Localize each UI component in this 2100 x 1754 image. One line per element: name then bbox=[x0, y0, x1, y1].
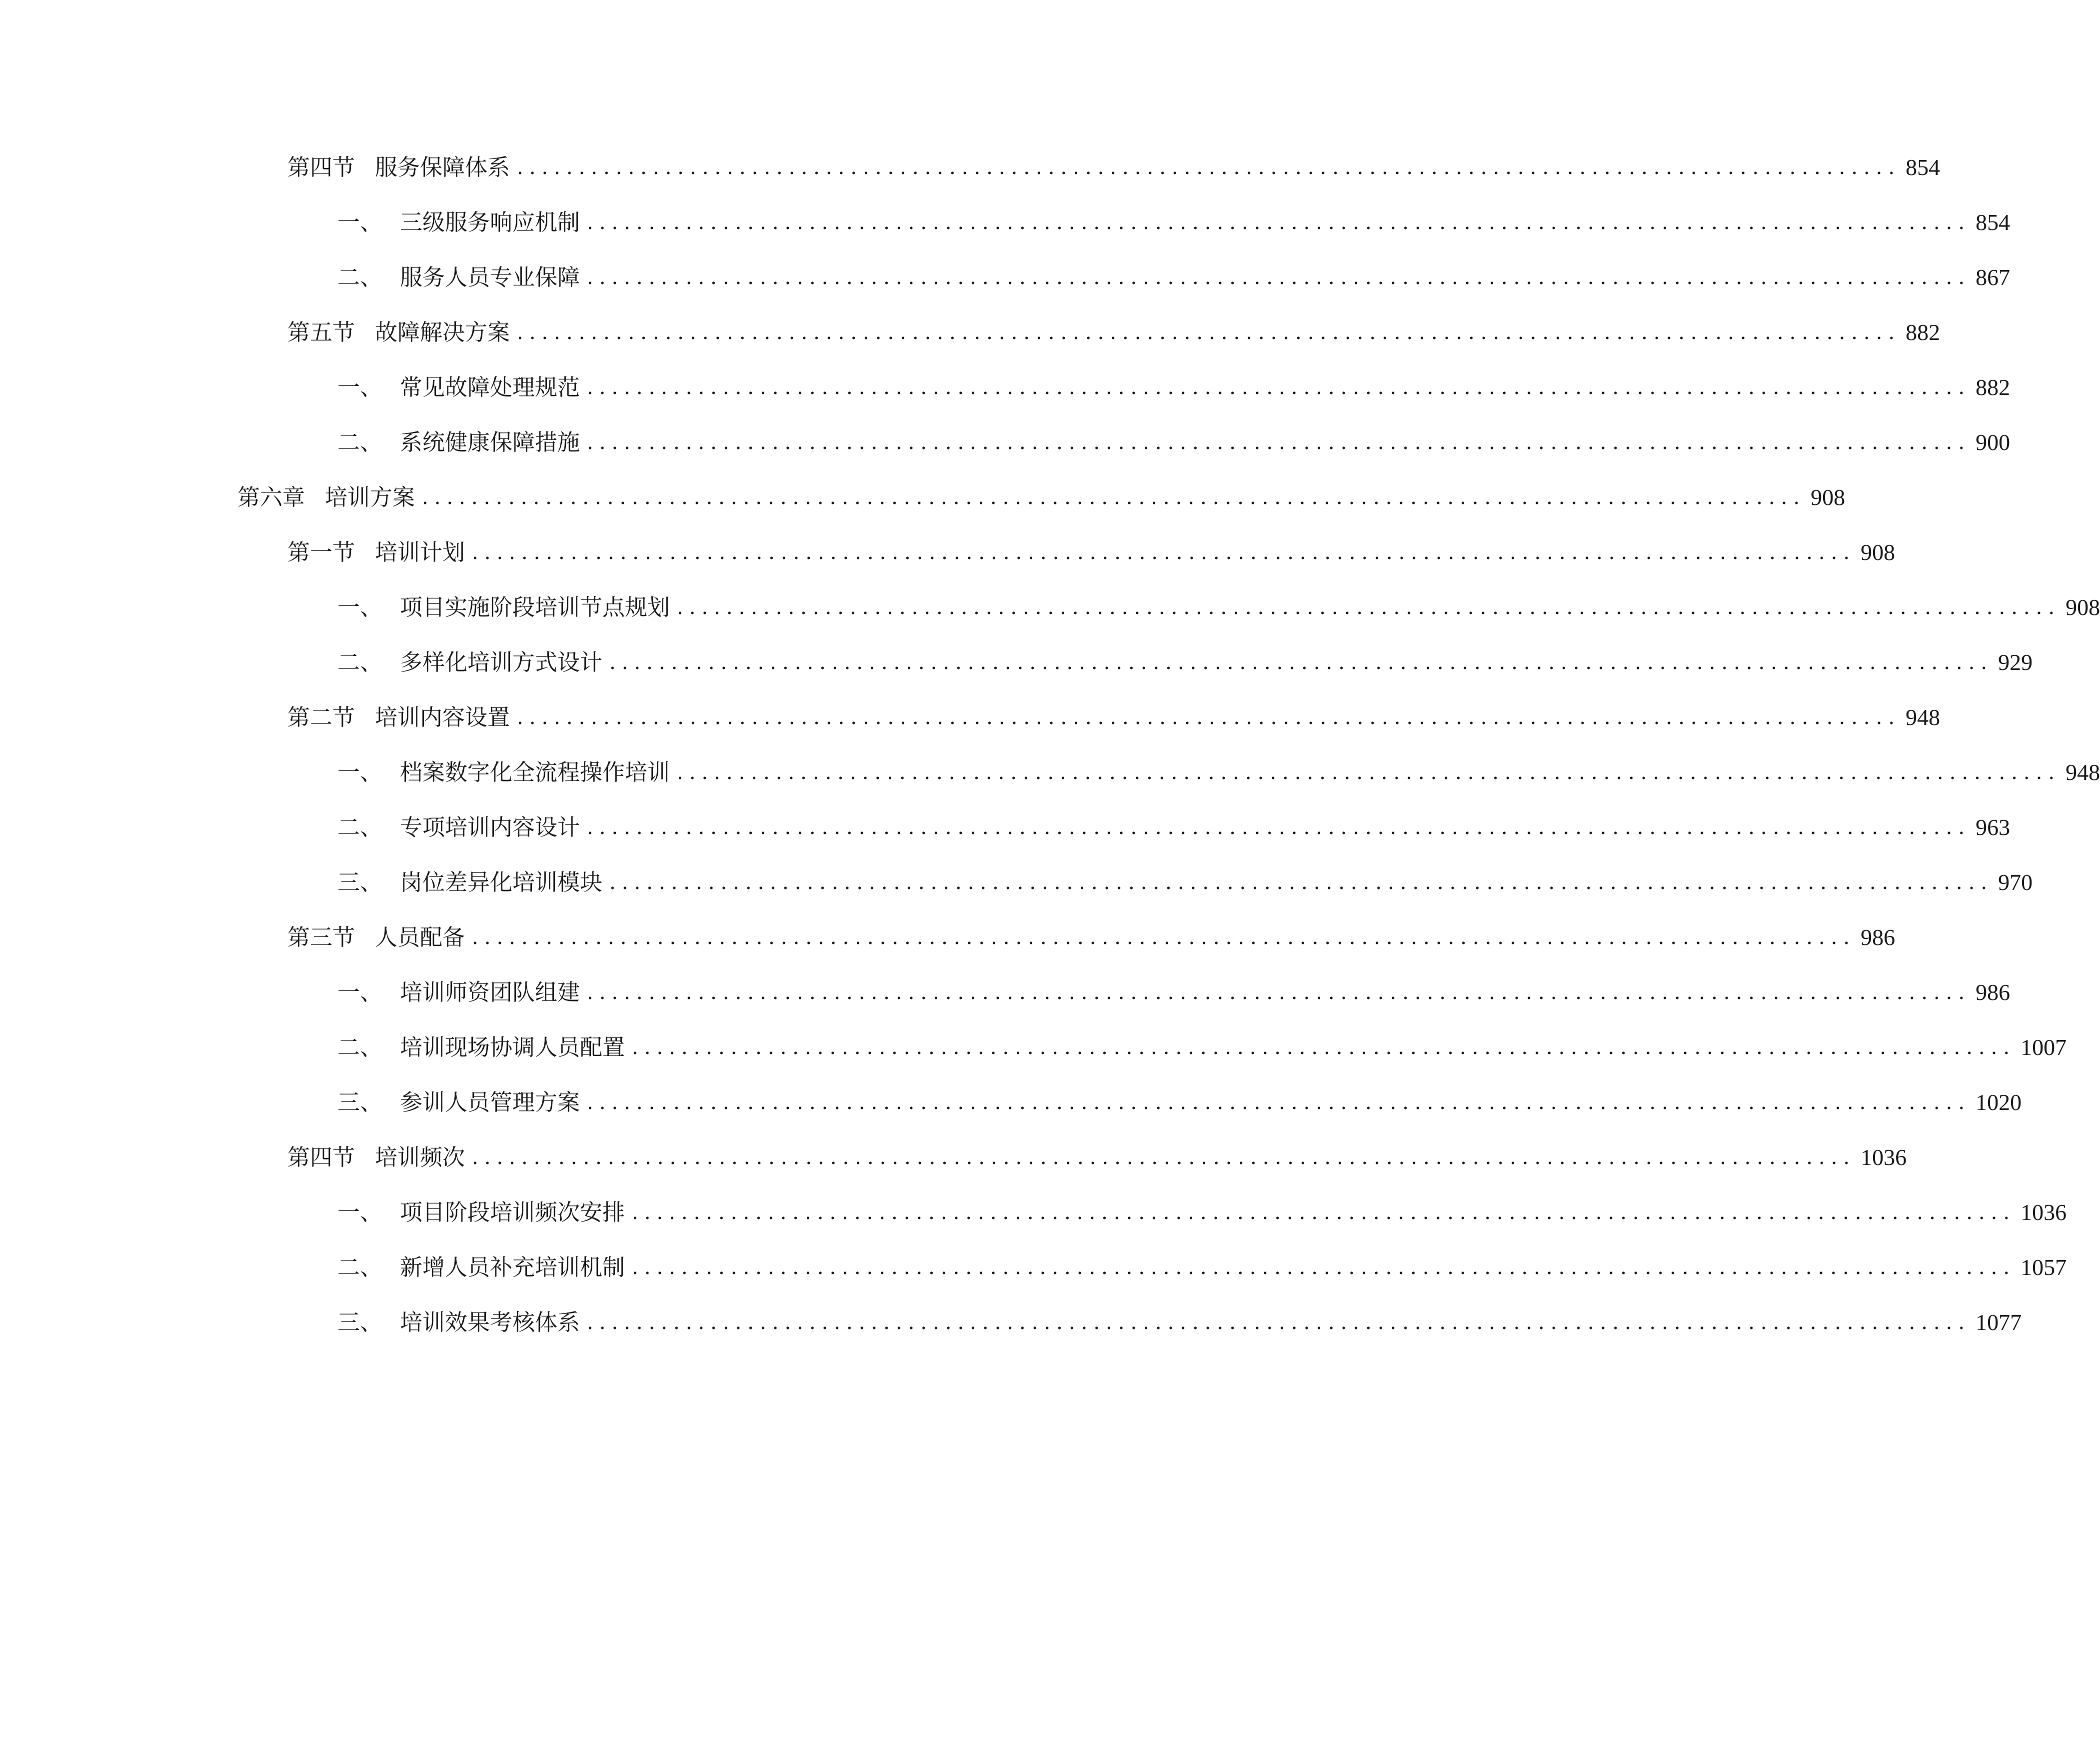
toc-entry[interactable] bbox=[337, 370, 2011, 405]
entry-number: 三、 bbox=[337, 869, 383, 896]
entry-title: 常见故障处理规范 bbox=[400, 374, 580, 400]
entry-title: 专项培训内容设计 bbox=[400, 814, 580, 840]
page-number: 1057 bbox=[2021, 1254, 2067, 1280]
toc-entry[interactable] bbox=[337, 1250, 2067, 1285]
entry-number: 第六章 bbox=[237, 484, 305, 510]
page-number: 986 bbox=[1976, 980, 2011, 1005]
dot-leader: ................................................................................................................ bbox=[517, 706, 1901, 729]
entry-title: 项目实施阶段培训节点规划 bbox=[400, 594, 670, 620]
entry-title: 档案数字化全流程操作培训 bbox=[400, 759, 670, 786]
dot-leader: ................................................................................................................ bbox=[677, 596, 2061, 619]
page-number: 948 bbox=[1906, 704, 1941, 730]
entry-title: 培训计划 bbox=[375, 539, 465, 566]
page-number: 963 bbox=[1976, 814, 2011, 840]
entry-number: 一、 bbox=[337, 594, 383, 620]
entry-title: 服务保障体系 bbox=[375, 154, 510, 180]
entry-title: 培训效果考核体系 bbox=[400, 1309, 580, 1336]
dot-leader: ................................................................................................................ bbox=[472, 541, 1856, 564]
entry-title: 系统健康保障措施 bbox=[400, 429, 580, 456]
entry-title: 三级服务响应机制 bbox=[400, 209, 580, 236]
page-number: 882 bbox=[1976, 374, 2011, 400]
entry-title: 培训师资团队组建 bbox=[400, 979, 580, 1006]
entry-number: 二、 bbox=[337, 1034, 383, 1060]
entry-number: 一、 bbox=[337, 1199, 383, 1226]
entry-number: 第一节 bbox=[287, 539, 355, 566]
dot-leader: ................................................................................................................ bbox=[517, 156, 1901, 179]
page-number: 1036 bbox=[1861, 1144, 1907, 1170]
dot-leader: ................................................................................................................ bbox=[677, 761, 2061, 784]
entry-number: 二、 bbox=[337, 649, 383, 676]
dot-leader: ................................................................................................................ bbox=[632, 1036, 2016, 1059]
toc-entry[interactable] bbox=[337, 755, 2100, 790]
page-number: 970 bbox=[1998, 870, 2033, 895]
toc-entry[interactable] bbox=[337, 1195, 2067, 1230]
toc-entry[interactable] bbox=[287, 535, 1896, 570]
toc-entry[interactable] bbox=[287, 1140, 1907, 1175]
entry-number: 二、 bbox=[337, 429, 383, 456]
entry-title: 岗位差异化培训模块 bbox=[400, 869, 603, 896]
entry-number: 第二节 bbox=[287, 704, 355, 730]
toc-entry[interactable] bbox=[337, 1085, 2022, 1120]
page-number: 854 bbox=[1976, 210, 2011, 235]
page-number: 1077 bbox=[1976, 1310, 2022, 1335]
page-number: 908 bbox=[1811, 484, 1846, 510]
entry-title: 新增人员补充培训机制 bbox=[400, 1254, 625, 1280]
entry-number: 三、 bbox=[337, 1309, 383, 1336]
entry-title: 人员配备 bbox=[375, 924, 465, 950]
page-number: 854 bbox=[1906, 154, 1941, 180]
toc-entry[interactable] bbox=[337, 865, 2033, 900]
toc-entry[interactable] bbox=[337, 975, 2011, 1010]
entry-title: 服务人员专业保障 bbox=[400, 264, 580, 290]
dot-leader: ................................................................................................................ bbox=[472, 926, 1856, 949]
entry-title: 培训内容设置 bbox=[375, 704, 510, 730]
dot-leader: ................................................................................................................ bbox=[632, 1201, 2016, 1224]
dot-leader: ................................................................................................................ bbox=[587, 1311, 1971, 1334]
toc-entry[interactable] bbox=[287, 315, 1941, 350]
dot-leader: ................................................................................................................ bbox=[517, 321, 1901, 344]
page-number: 1020 bbox=[1976, 1090, 2022, 1115]
page-number: 1007 bbox=[2021, 1034, 2067, 1060]
dot-leader: ................................................................................................................ bbox=[422, 486, 1806, 509]
dot-leader: ................................................................................................................ bbox=[587, 431, 1971, 454]
entry-number: 一、 bbox=[337, 209, 383, 236]
page-number: 882 bbox=[1906, 320, 1941, 345]
page-number: 900 bbox=[1976, 430, 2011, 455]
entry-title: 培训频次 bbox=[375, 1144, 465, 1170]
entry-number: 第五节 bbox=[287, 319, 355, 346]
entry-number: 第四节 bbox=[287, 1144, 355, 1170]
toc-entry[interactable] bbox=[337, 260, 2011, 295]
page-number: 908 bbox=[2066, 594, 2100, 620]
toc-entry[interactable] bbox=[337, 590, 2100, 625]
entry-number: 二、 bbox=[337, 1254, 383, 1280]
toc-entry[interactable] bbox=[287, 920, 1896, 955]
entry-number: 二、 bbox=[337, 814, 383, 840]
toc-entry[interactable] bbox=[337, 425, 2011, 460]
toc-entry[interactable] bbox=[337, 1305, 2022, 1340]
page-number: 908 bbox=[1861, 540, 1896, 565]
entry-title: 项目阶段培训频次安排 bbox=[400, 1199, 625, 1226]
entry-number: 三、 bbox=[337, 1089, 383, 1116]
page-number: 986 bbox=[1861, 924, 1896, 950]
entry-title: 故障解决方案 bbox=[375, 319, 510, 346]
entry-title: 参训人员管理方案 bbox=[400, 1089, 580, 1116]
entry-title: 培训方案 bbox=[325, 484, 415, 510]
dot-leader: ................................................................................................................ bbox=[587, 1091, 1971, 1114]
page-number: 867 bbox=[1976, 264, 2011, 290]
page-number: 1036 bbox=[2021, 1200, 2067, 1225]
entry-title: 多样化培训方式设计 bbox=[400, 649, 603, 676]
entry-number: 一、 bbox=[337, 759, 383, 786]
page-number: 929 bbox=[1998, 650, 2033, 675]
entry-number: 第四节 bbox=[287, 154, 355, 180]
entry-number: 一、 bbox=[337, 979, 383, 1006]
entry-number: 二、 bbox=[337, 264, 383, 290]
dot-leader: ................................................................................................................ bbox=[609, 871, 1994, 894]
toc-entry[interactable] bbox=[337, 645, 2033, 680]
dot-leader: ................................................................................................................ bbox=[632, 1256, 2016, 1279]
toc-entry[interactable] bbox=[337, 205, 2011, 240]
dot-leader: ................................................................................................................ bbox=[587, 376, 1971, 399]
dot-leader: ................................................................................................................ bbox=[472, 1146, 1856, 1169]
dot-leader: ................................................................................................................ bbox=[609, 651, 1994, 674]
dot-leader: ................................................................................................................ bbox=[587, 211, 1971, 234]
dot-leader: ................................................................................................................ bbox=[587, 981, 1971, 1004]
dot-leader: ................................................................................................................ bbox=[587, 816, 1971, 839]
entry-number: 一、 bbox=[337, 374, 383, 400]
toc-entry[interactable] bbox=[237, 480, 1846, 515]
toc-entry[interactable] bbox=[287, 150, 1941, 185]
dot-leader: ................................................................................................................ bbox=[587, 266, 1971, 289]
page-number: 948 bbox=[2066, 760, 2100, 785]
toc-entry[interactable] bbox=[337, 810, 2011, 845]
entry-number: 第三节 bbox=[287, 924, 355, 950]
toc-entry[interactable] bbox=[287, 700, 1941, 735]
entry-title: 培训现场协调人员配置 bbox=[400, 1034, 625, 1060]
toc-entry[interactable] bbox=[337, 1030, 2067, 1065]
